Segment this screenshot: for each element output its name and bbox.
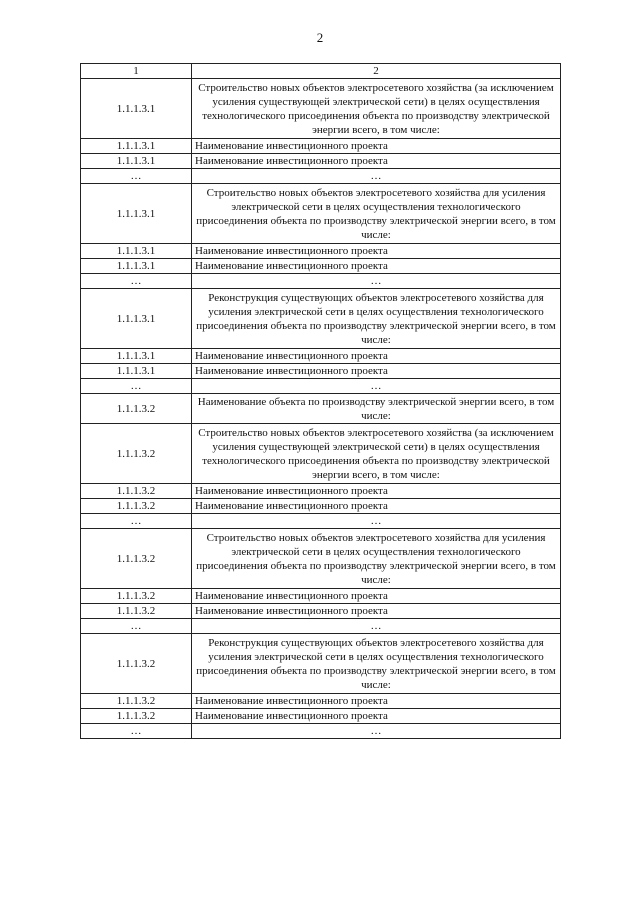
investment-projects-table: [80, 63, 561, 739]
table-row: [81, 589, 561, 604]
project-name: Наименование инвестиционного проекта: [192, 139, 561, 154]
project-name: Наименование инвестиционного проекта: [192, 364, 561, 379]
ellipsis: …: [192, 169, 561, 184]
row-code: 1.1.1.3.1: [81, 289, 192, 349]
row-code: 1.1.1.3.2: [81, 709, 192, 724]
table-row: [81, 529, 561, 589]
row-code: 1.1.1.3.1: [81, 259, 192, 274]
table-row: [81, 379, 561, 394]
table-row: [81, 184, 561, 244]
project-name: Наименование инвестиционного проекта: [192, 244, 561, 259]
ellipsis: …: [192, 274, 561, 289]
project-name: Наименование инвестиционного проекта: [192, 604, 561, 619]
table-row: [81, 604, 561, 619]
row-code: 1.1.1.3.2: [81, 589, 192, 604]
project-name: Наименование инвестиционного проекта: [192, 349, 561, 364]
row-code: 1.1.1.3.1: [81, 244, 192, 259]
table-row: [81, 484, 561, 499]
row-code: 1.1.1.3.2: [81, 694, 192, 709]
row-code: …: [81, 514, 192, 529]
table-row: [81, 709, 561, 724]
group-description: Строительство новых объектов электросетевого хозяйства (за исключением усиления существующей электрической сети) в целях осуществления технологического присоединения объекта по производству электрической энергии всего, в том числе:: [192, 424, 561, 484]
table-row: [81, 244, 561, 259]
ellipsis: …: [192, 619, 561, 634]
table-row: [81, 619, 561, 634]
project-name: Наименование инвестиционного проекта: [192, 499, 561, 514]
row-code: 1.1.1.3.2: [81, 424, 192, 484]
table-row: [81, 514, 561, 529]
group-description: Наименование объекта по производству электрической энергии всего, в том числе:: [192, 394, 561, 424]
row-code: 1.1.1.3.1: [81, 154, 192, 169]
ellipsis: …: [192, 514, 561, 529]
group-description: Строительство новых объектов электросетевого хозяйства для усиления электрической сети в целях осуществления технологического присоединения объекта по производству электрической энергии всего, в том числе:: [192, 529, 561, 589]
table-row: [81, 274, 561, 289]
table-row: [81, 364, 561, 379]
row-code: …: [81, 724, 192, 739]
row-code: 1.1.1.3.1: [81, 139, 192, 154]
row-code: 1.1.1.3.1: [81, 79, 192, 139]
project-name: Наименование инвестиционного проекта: [192, 259, 561, 274]
project-name: Наименование инвестиционного проекта: [192, 154, 561, 169]
table-row: [81, 154, 561, 169]
table-body: [81, 64, 561, 739]
row-code: …: [81, 619, 192, 634]
row-code: 1.1.1.3.1: [81, 364, 192, 379]
table-row: [81, 349, 561, 364]
page-number: 2: [316, 30, 324, 45]
table-row: [81, 169, 561, 184]
group-description: Реконструкция существующих объектов электросетевого хозяйства для усиления электрической сети в целях осуществления технологического присоединения объекта по производству электрической энергии всего, в том числе:: [192, 289, 561, 349]
row-code: …: [81, 379, 192, 394]
table-row: [81, 139, 561, 154]
row-code: 1.1.1.3.2: [81, 529, 192, 589]
group-description: Строительство новых объектов электросетевого хозяйства для усиления электрической сети в целях осуществления технологического присоединения объекта по производству электрической энергии всего, в том числе:: [192, 184, 561, 244]
row-code: 1.1.1.3.1: [81, 349, 192, 364]
table-row: [81, 499, 561, 514]
group-description: Строительство новых объектов электросетевого хозяйства (за исключением усиления существующей электрической сети) в целях осуществления технологического присоединения объекта по производству электрической энергии всего, в том числе:: [192, 79, 561, 139]
table-row: [81, 724, 561, 739]
project-name: Наименование инвестиционного проекта: [192, 589, 561, 604]
row-code: 1.1.1.3.2: [81, 394, 192, 424]
row-code: 1.1.1.3.1: [81, 184, 192, 244]
row-code: …: [81, 274, 192, 289]
table-row: [81, 424, 561, 484]
row-code: …: [81, 169, 192, 184]
table-row: [81, 289, 561, 349]
project-name: Наименование инвестиционного проекта: [192, 484, 561, 499]
row-code: 1.1.1.3.2: [81, 484, 192, 499]
ellipsis: …: [192, 724, 561, 739]
table-row: [81, 79, 561, 139]
project-name: Наименование инвестиционного проекта: [192, 709, 561, 724]
row-code: 1.1.1.3.2: [81, 499, 192, 514]
group-description: Реконструкция существующих объектов электросетевого хозяйства для усиления электрической сети в целях осуществления технологического присоединения объекта по производству электрической энергии всего, в том числе:: [192, 634, 561, 694]
project-name: Наименование инвестиционного проекта: [192, 694, 561, 709]
table-row: [81, 634, 561, 694]
row-code: 1.1.1.3.2: [81, 634, 192, 694]
row-code: 1.1.1.3.2: [81, 604, 192, 619]
table-row: [81, 394, 561, 424]
column-header-2: 2: [192, 64, 561, 79]
table-header-row: [81, 64, 561, 79]
column-header-1: 1: [81, 64, 192, 79]
ellipsis: …: [192, 379, 561, 394]
table-row: [81, 259, 561, 274]
table-row: [81, 694, 561, 709]
